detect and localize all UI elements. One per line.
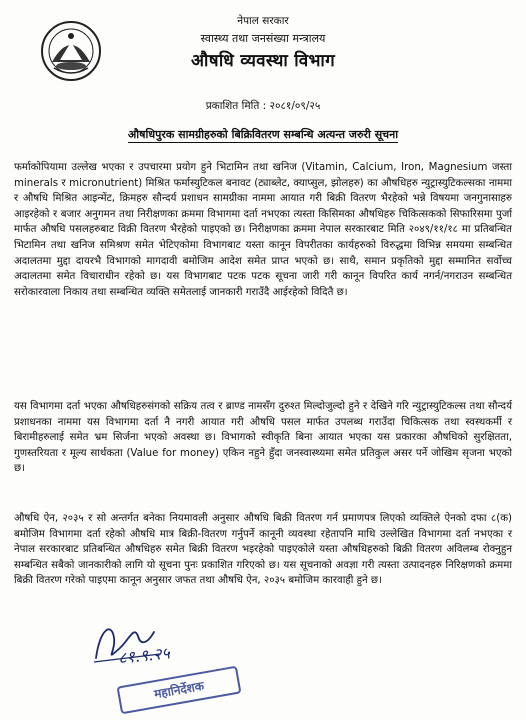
notice-paragraph-1: फर्माकोपियामा उल्लेख भएका र उपचारमा प्रयोग हुने भिटामिन तथा खनिज (Vitamin, Calcium, Iron, Magnesium जस्ता minerals र micronutrient) मिश्रित फर्मास्युटिकल बनावट (ट्याब्लेट, क्याप्सुल, झोलहरु) का औषधिहरु न्युट्रास्युटिकल्सका नाममा र औषधि मिश्रित आइन्मेंट, क्रिमहरु सौन्दर्य प्रशाधन सामग्रीका नाममा आयात गरी बिक्री वितरण भैरहेको भन्ने विषयमा जनगुनासाहरु आइरहेको र बजार अनुगमन तथा निरीक्षणका क्रममा विभागमा दर्ता नभएका त्यस्ता किसिमका औषधिहरु चिकित्सकको सिफारिसमा पुर्जा मार्फत औषधि पसलहरुबाट विक्री वितरण भैरहेको पाइएको छ। निरीक्षणका क्रममा नेपाल सरकारबाट मिति २०४९/११/१८ मा प्रतिबन्धित भिटामिन तथा खनिज समिश्रण समेत भेटिएकोमा विभागबाट यस्ता कानून विपरीतका कार्यहरुको विरुद्धमा विभिन्न समयमा सम्बन्धित अदालतमा मुद्दा दायरभै विभागको मागदावी बमोजिम आदेश समेत प्राप्त भएको छ। साथै, समान प्रकृतिको मुद्दा सम्मानित सर्वोच्च अदालतमा समेत विचाराधीन रहेको छ। यस विभागबाट पटक पटक सूचना जारी गरी कानून विपरित कार्य नगर्न/नगराउन सम्बन्धित सरोकारवाला निकाय तथा सम्बन्धित व्यक्ति समेतलाई जानकारी गराउँदै आईरहेको विदितै छ। <box>14 162 512 298</box>
official-stamp: महानिर्देशक <box>116 666 241 715</box>
publication-date: प्रकाशित मिति : २०८१/०९/२५ <box>205 100 321 112</box>
notice-title <box>0 127 526 142</box>
notice-paragraph-3: औषधि ऐन, २०३५ र सो अन्तर्गत बनेका नियमावली अनुसार औषधि बिक्री वितरण गर्न प्रमाणपत्र लिएको व्यक्तिले ऐनको दफा ८(क) बमोजिम विभागमा दर्ता रहेको औषधि मात्र बिक्री-वितरण गर्नुपर्ने कानूनी व्यवस्था रहेतापनि माथि उल्लेखित विभागमा दर्ता नभएका र नेपाल सरकारबाट प्रतिबन्धित औषधिहरु समेत बिक्री वितरण भइरहेको पाइएकोले यस्ता औषधिहरुको बिक्री वितरण अविलम्ब रोक्नुहुन सम्बन्धित सबैको जानकारीको लागि यो सूचना पुनः प्रकाशित गरिएको छ। यस सूचनाको अवज्ञा गरी त्यस्ता उत्पादनहरु निरिक्षणको क्रममा बिक्री वितरण गरेको पाइएमा कानून अनुसार जफत तथा औषधि ऐन, २०३५ बमोजिम कारवाही हुने छ। <box>14 513 512 587</box>
government-name: नेपाल सरकार <box>237 15 289 27</box>
notice-title-text: औषधिपुरक सामग्रीहरुको बिक्रिवितरण सम्बन्धि अत्यन्त जरुरी सूचना <box>127 128 399 141</box>
notice-paragraph-2: यस विभागमा दर्ता भएका औषधिहरुसंगको सक्रिय तत्व र ब्राण्ड नामसँग दुरुश्त मिल्दोजुल्दो हुने र देखिने गरि न्युट्रास्युटिकल्स तथा सौन्दर्य प्रशाधनका नाममा यस विभागमा दर्ता नै नगरी आयात गरी औषधि पसल मार्फत उपलब्ध गराउँदा चिकित्सक तथा स्वस्थकर्मी र बिरामीहरुलाई समेत भ्रम सिर्जना भएको अवस्था छ। विभागको स्वीकृति बिना आयात भएका यस प्रकारका औषधिको सुरक्षितता, गुणस्तरियता र मूल्य सार्थकता (Value for money) एकिन नहुने हुँदा जनस्वास्थ्यमा समेत प्रतिकुल असर पर्ने जोखिम सृजना भएको छ। <box>14 401 512 475</box>
ministry-name: स्वास्थ्य तथा जनसंख्या मन्त्रालय <box>200 32 326 45</box>
department-name: औषधि व्यवस्था विभाग <box>191 51 335 71</box>
handwritten-date: ८१.९.२५ <box>117 643 171 668</box>
